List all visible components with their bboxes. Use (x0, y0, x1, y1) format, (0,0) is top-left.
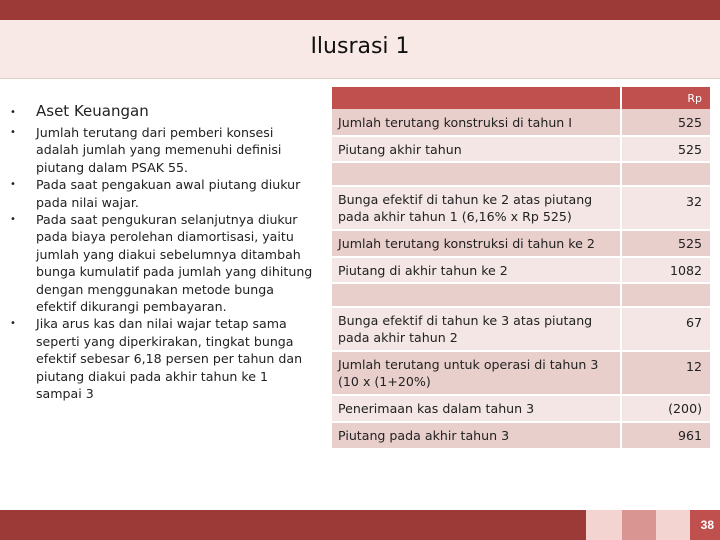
row-value (621, 162, 710, 186)
row-value: 12 (621, 351, 710, 395)
table-row (332, 109, 710, 136)
row-label: Penerimaan kas dalam tahun 3 (332, 395, 621, 422)
table-row-empty (332, 283, 710, 307)
table-row (332, 307, 710, 351)
footer-decor-square (622, 510, 656, 540)
bullet-text: Pada saat pengukuran selanjutnya diukur pada biaya perolehan diamortisasi, yaitu jumlah yang diakui sebelumnya ditambah bunga kumulatif pada jumlah yang dihitung dengan menggunakan metode bunga efektif dikurangi pembayaran. (36, 212, 313, 315)
table-row (332, 136, 710, 162)
bullet-text: Pada saat pengakuan awal piutang diukur pada nilai wajar. (36, 177, 301, 210)
receivable-table (332, 87, 710, 450)
page-number: 38 (700, 518, 714, 532)
row-label: Piutang akhir tahun (332, 136, 621, 162)
bullet-text: Jumlah terutang dari pemberi konsesi adalah jumlah yang memenuhi definisi piutang dalam PSAK 55. (36, 125, 282, 175)
row-label: Piutang pada akhir tahun 3 (332, 422, 621, 449)
table-row (332, 351, 710, 395)
table-header-row (332, 87, 710, 109)
row-label (332, 283, 621, 307)
bullet-text: Jika arus kas dan nilai wajar tetap sama seperti yang diperkirakan, tingkat bunga efektif sebesar 6,18 persen per tahun dan piutang diakui pada akhir tahun ke 1 sampai 3 (36, 316, 303, 402)
row-value: 525 (621, 230, 710, 257)
row-label: Bunga efektif di tahun ke 2 atas piutang pada akhir tahun 1 (6,16% x Rp 525) (332, 186, 621, 230)
bullet-dot-icon: • (10, 214, 16, 226)
table-row (332, 395, 710, 422)
bullet-list (10, 100, 314, 403)
row-value: 32 (621, 186, 710, 230)
top-accent-bar (0, 0, 720, 20)
bullet-item (10, 315, 314, 402)
bullet-dot-icon: • (10, 107, 16, 118)
row-label: Bunga efektif di tahun ke 3 atas piutang pada akhir tahun 2 (332, 307, 621, 351)
row-label: Jumlah terutang konstruksi di tahun ke 2 (332, 230, 621, 257)
row-label: Piutang di akhir tahun ke 2 (332, 257, 621, 283)
row-value: 1082 (621, 257, 710, 283)
table-row (332, 230, 710, 257)
row-value: 525 (621, 109, 710, 136)
row-label (332, 162, 621, 186)
bullet-dot-icon: • (10, 179, 16, 191)
bullet-dot-icon: • (10, 127, 16, 138)
footer-decor-square (586, 510, 622, 540)
bullet-item (10, 124, 314, 176)
row-value: (200) (621, 395, 710, 422)
bullet-item (10, 211, 314, 315)
bullet-heading (10, 100, 314, 122)
footer-decor-square (656, 510, 690, 540)
row-value: 525 (621, 136, 710, 162)
slide-title: Ilusrasi 1 (310, 34, 410, 59)
table-header-label-cell (332, 87, 621, 109)
row-value: 961 (621, 422, 710, 449)
table-row-empty (332, 162, 710, 186)
bullet-item (10, 176, 314, 211)
table-row (332, 422, 710, 449)
row-value: 67 (621, 307, 710, 351)
row-label: Jumlah terutang konstruksi di tahun I (332, 109, 621, 136)
bullet-heading-text: Aset Keuangan (36, 102, 149, 120)
table-row (332, 257, 710, 283)
table-row (332, 186, 710, 230)
bullet-dot-icon: • (10, 318, 16, 330)
row-label: Jumlah terutang untuk operasi di tahun 3 (10 x (1+20%) (332, 351, 621, 395)
currency-label: Rp (621, 87, 710, 109)
row-value (621, 283, 710, 307)
